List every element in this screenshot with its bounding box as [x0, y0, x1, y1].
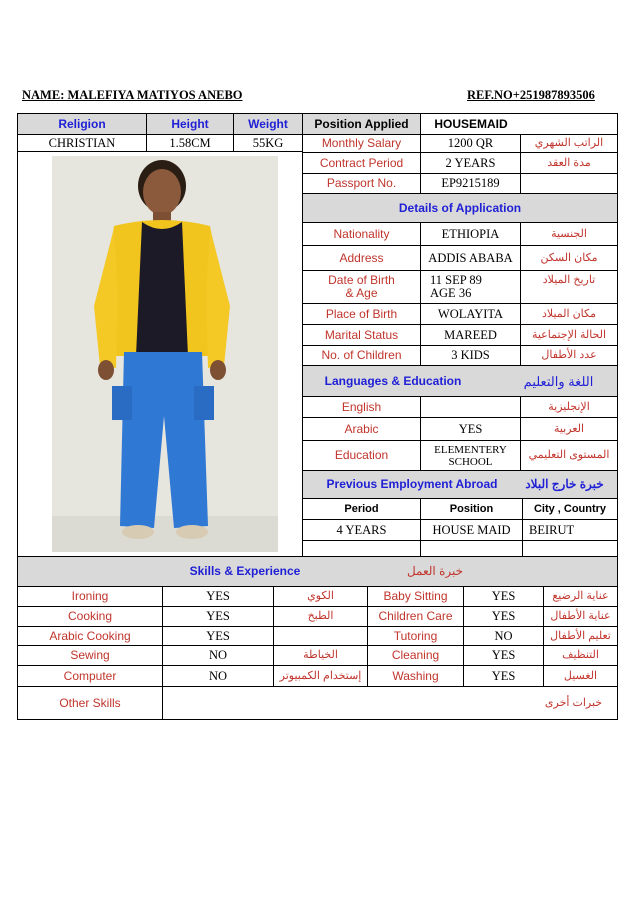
skill-sewing-arabic: الخياطة — [303, 649, 338, 661]
skill-sewing-value: NO — [208, 648, 228, 662]
details-title: Details of Application — [398, 200, 522, 215]
skill-babysitting-arabic: عناية الرضيع — [552, 590, 609, 602]
skill-washing-arabic: الغسيل — [563, 669, 598, 682]
education-value-line1: ELEMENTERY — [434, 443, 507, 456]
arabic-label: Arabic — [344, 421, 379, 436]
employment-title: Previous Employment Abroad — [326, 477, 498, 491]
marital-status-label: Marital Status — [324, 327, 399, 342]
dob-value-age: AGE 36 — [430, 286, 472, 300]
position-applied-label: Position Applied — [314, 116, 409, 131]
arabic-value: YES — [458, 421, 483, 436]
skill-computer-value: NO — [208, 668, 228, 683]
dob-value — [421, 271, 520, 303]
skill-babysitting-label: Baby Sitting — [383, 589, 448, 603]
skill-childrencare-arabic: عناية الأطفال — [550, 610, 611, 622]
skill-cleaning-arabic: التنظيف — [562, 649, 599, 661]
skill-washing-label: Washing — [392, 668, 439, 683]
education-value-line2: SCHOOL — [448, 455, 493, 468]
skill-ironing-value: YES — [206, 589, 230, 603]
monthly-salary-value: 1200 QR — [447, 136, 494, 150]
skill-ironing-arabic: الكوي — [307, 590, 334, 602]
height-value: 1.58CM — [169, 135, 211, 150]
dob-label-line2: & Age — [345, 286, 378, 300]
languages-title-arabic: اللغة والتعليم — [523, 373, 594, 389]
skill-ironing-label: Ironing — [71, 589, 109, 603]
applicant-name: NAME: MALEFIYA MATIYOS ANEBO — [22, 88, 243, 102]
applicant-photo — [52, 156, 278, 552]
skill-cooking-label: Cooking — [67, 609, 113, 623]
skill-cooking-value: YES — [206, 609, 230, 623]
skill-arabic-cooking-label: Arabic Cooking — [49, 628, 131, 643]
dob-label — [303, 271, 420, 303]
skill-computer-arabic: إستخدام الكمبيوتر — [279, 669, 362, 682]
address-arabic: مكان السكن — [540, 251, 598, 264]
skill-childrencare-label: Children Care — [378, 609, 453, 623]
skill-cooking-arabic: الطبخ — [307, 610, 334, 622]
english-arabic: الإنجليزية — [548, 400, 590, 413]
position-header: Position — [449, 502, 494, 515]
place-of-birth-value: WOLAYITA — [437, 306, 504, 321]
children-arabic: عدد الأطفال — [541, 349, 597, 361]
nationality-value: ETHIOPIA — [441, 226, 500, 241]
other-skills-label: Other Skills — [59, 695, 121, 710]
education-label: Education — [334, 448, 389, 462]
skill-arabic-cooking-arabic — [274, 627, 367, 645]
religion-label: Religion — [58, 116, 106, 131]
address-label: Address — [339, 250, 384, 265]
arabic-arabic: العربية — [553, 422, 585, 435]
city-country-header: City , Country — [533, 502, 607, 515]
skill-washing-value: YES — [491, 668, 516, 683]
education-value — [421, 441, 520, 470]
place-of-birth-label: Place of Birth — [325, 306, 398, 321]
children-value: 3 KIDS — [451, 348, 490, 362]
employment-city-value: BEIRUT — [529, 522, 575, 537]
other-skills-arabic: خبرات أخرى — [544, 696, 603, 709]
weight-value: 55KG — [252, 135, 284, 150]
contract-period-arabic: مدة العقد — [547, 156, 591, 169]
skill-sewing-label: Sewing — [70, 648, 110, 662]
height-label: Height — [171, 116, 209, 131]
skill-childrencare-value: YES — [491, 609, 516, 623]
contract-period-label: Contract Period — [319, 155, 404, 170]
languages-title: Languages & Education — [324, 373, 462, 388]
marital-status-arabic: الحالة الإجتماعية — [531, 328, 607, 341]
nationality-label: Nationality — [333, 226, 390, 241]
skill-tutoring-value: NO — [494, 628, 513, 643]
skill-tutoring-arabic: تعليم الأطفال — [550, 629, 611, 642]
english-label: English — [341, 399, 382, 414]
position-applied-value: HOUSEMAID — [434, 116, 508, 131]
passport-value: EP9215189 — [441, 176, 500, 190]
skill-tutoring-label: Tutoring — [393, 628, 438, 643]
skill-cleaning-label: Cleaning — [391, 648, 440, 662]
monthly-salary-label: Monthly Salary — [321, 136, 402, 150]
address-value: ADDIS ABABA — [428, 250, 513, 265]
children-label: No. of Children — [321, 348, 402, 362]
monthly-salary-arabic: الراتب الشهري — [534, 137, 604, 149]
dob-value-date: 11 SEP 89 — [430, 273, 482, 287]
nationality-arabic: الجنسية — [551, 227, 587, 240]
reference-number: REF.NO+251987893506 — [467, 88, 595, 102]
dob-label-line1: Date of Birth — [328, 273, 395, 287]
english-value — [421, 397, 520, 417]
marital-status-value: MAREED — [444, 327, 497, 342]
place-of-birth-arabic: مكان الميلاد — [542, 307, 597, 320]
period-header: Period — [344, 502, 379, 515]
employment-position-value: HOUSE MAID — [432, 522, 511, 537]
skill-cleaning-value: YES — [491, 648, 516, 662]
weight-label: Weight — [248, 116, 288, 131]
contract-period-value: 2 YEARS — [445, 155, 496, 170]
person-figure — [52, 156, 278, 552]
employment-title-arabic: خبرة خارج البلاد — [525, 477, 604, 491]
skills-title: Skills & Experience — [189, 564, 301, 578]
education-arabic: المستوى التعليمي — [528, 449, 610, 461]
employment-period-value: 4 YEARS — [336, 522, 387, 537]
passport-label: Passport No. — [326, 176, 397, 190]
skill-computer-label: Computer — [63, 668, 117, 683]
skill-arabic-cooking-value: YES — [206, 628, 230, 643]
skills-title-arabic: خبرة العمل — [406, 564, 464, 578]
dob-arabic: تاريخ الميلاد — [542, 274, 596, 286]
skill-babysitting-value: YES — [491, 589, 516, 603]
religion-value: CHRISTIAN — [48, 135, 116, 150]
